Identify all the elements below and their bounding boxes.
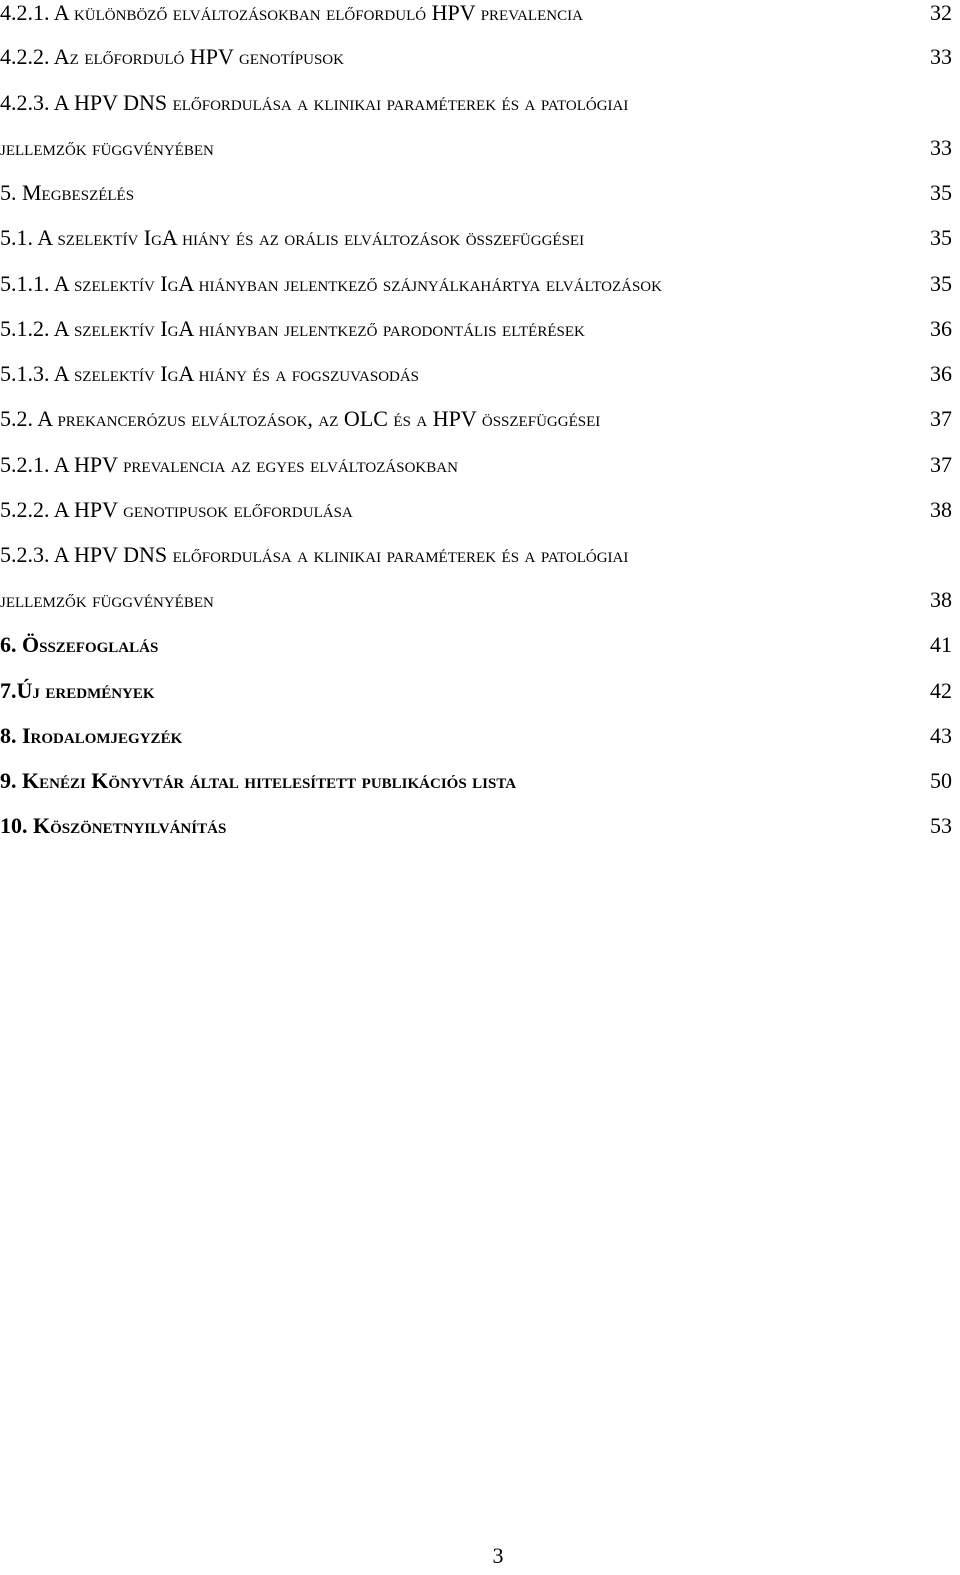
toc-entry-title: 7.Új eredmények bbox=[0, 678, 155, 703]
toc-entry-page: 36 bbox=[930, 316, 952, 341]
toc-entry-title: 6. Összefoglalás bbox=[0, 632, 159, 657]
toc-entry bbox=[0, 180, 956, 224]
toc-entry bbox=[0, 225, 956, 269]
toc-entry-page: 43 bbox=[930, 723, 952, 748]
toc-entry-page: 42 bbox=[930, 678, 952, 703]
toc-entry-page: 32 bbox=[930, 0, 952, 25]
toc-entry-title: jellemzők függvényében bbox=[0, 587, 214, 612]
toc-entry-title: 5.2. A prekancerózus elváltozások, az OLC és a HPV összefüggései bbox=[0, 406, 601, 431]
toc-entry-page: 35 bbox=[930, 271, 952, 296]
toc-entry bbox=[0, 632, 956, 676]
toc-entry-page: 53 bbox=[930, 813, 952, 838]
toc-entry-page: 41 bbox=[930, 632, 952, 657]
toc-entry-page: 35 bbox=[930, 180, 952, 205]
toc-entry-page: 36 bbox=[930, 361, 952, 386]
toc-entry-title: 9. Kenézi Könyvtár által hitelesített publikációs lista bbox=[0, 768, 517, 793]
toc-entry-page: 37 bbox=[930, 452, 952, 477]
toc-entry bbox=[0, 813, 956, 857]
toc-entry-page: 33 bbox=[930, 135, 952, 160]
toc-entry bbox=[0, 406, 956, 450]
toc-entry bbox=[0, 678, 956, 722]
toc-entry-title: 8. Irodalomjegyzék bbox=[0, 723, 183, 748]
toc-entry bbox=[0, 316, 956, 360]
toc-entry-title: jellemzők függvényében bbox=[0, 135, 214, 160]
toc-entry bbox=[0, 452, 956, 496]
toc-entry-title: 4.2.2. Az előforduló HPV genotípusok bbox=[0, 44, 344, 69]
toc-entry bbox=[0, 90, 956, 134]
page-number: 3 bbox=[492, 1543, 504, 1568]
toc-entry-title: 5.1.3. A szelektív IgA hiány és a fogszuvasodás bbox=[0, 361, 420, 386]
toc-entry-title: 4.2.3. A HPV DNS előfordulása a klinikai paraméterek és a patológiai bbox=[0, 90, 629, 115]
toc-entry bbox=[0, 723, 956, 767]
toc-entry bbox=[0, 135, 956, 179]
toc-entry-title: 5.2.2. A HPV genotipusok előfordulása bbox=[0, 497, 353, 522]
toc-entry-page: 50 bbox=[930, 768, 952, 793]
toc-entry bbox=[0, 271, 956, 315]
toc-entry-page: 33 bbox=[930, 44, 952, 69]
toc-entry bbox=[0, 587, 956, 631]
toc-entry-title: 5.1.1. A szelektív IgA hiányban jelentkező szájnyálkahártya elváltozások bbox=[0, 271, 662, 296]
toc-entry bbox=[0, 361, 956, 405]
toc-entry-page: 35 bbox=[930, 225, 952, 250]
toc-entry-title: 5.2.1. A HPV prevalencia az egyes elváltozásokban bbox=[0, 452, 458, 477]
toc-entry-title: 5.1. A szelektív IgA hiány és az orális elváltozások összefüggései bbox=[0, 225, 585, 250]
toc-entry-title: 5.2.3. A HPV DNS előfordulása a klinikai paraméterek és a patológiai bbox=[0, 542, 629, 567]
toc-entry bbox=[0, 0, 956, 44]
toc-entry-page: 38 bbox=[930, 497, 952, 522]
toc-entry bbox=[0, 44, 956, 88]
toc-entry-page: 38 bbox=[930, 587, 952, 612]
toc-entry-title: 5.1.2. A szelektív IgA hiányban jelentkező parodontális eltérések bbox=[0, 316, 585, 341]
toc-entry bbox=[0, 497, 956, 541]
toc-entry-title: 10. Köszönetnyilvánítás bbox=[0, 813, 227, 838]
toc-entry bbox=[0, 768, 956, 812]
toc-entry-title: 4.2.1. A különböző elváltozásokban előforduló HPV prevalencia bbox=[0, 0, 583, 25]
toc-entry-title: 5. Megbeszélés bbox=[0, 180, 135, 205]
toc-entry-page: 37 bbox=[930, 406, 952, 431]
toc-entry bbox=[0, 542, 956, 586]
